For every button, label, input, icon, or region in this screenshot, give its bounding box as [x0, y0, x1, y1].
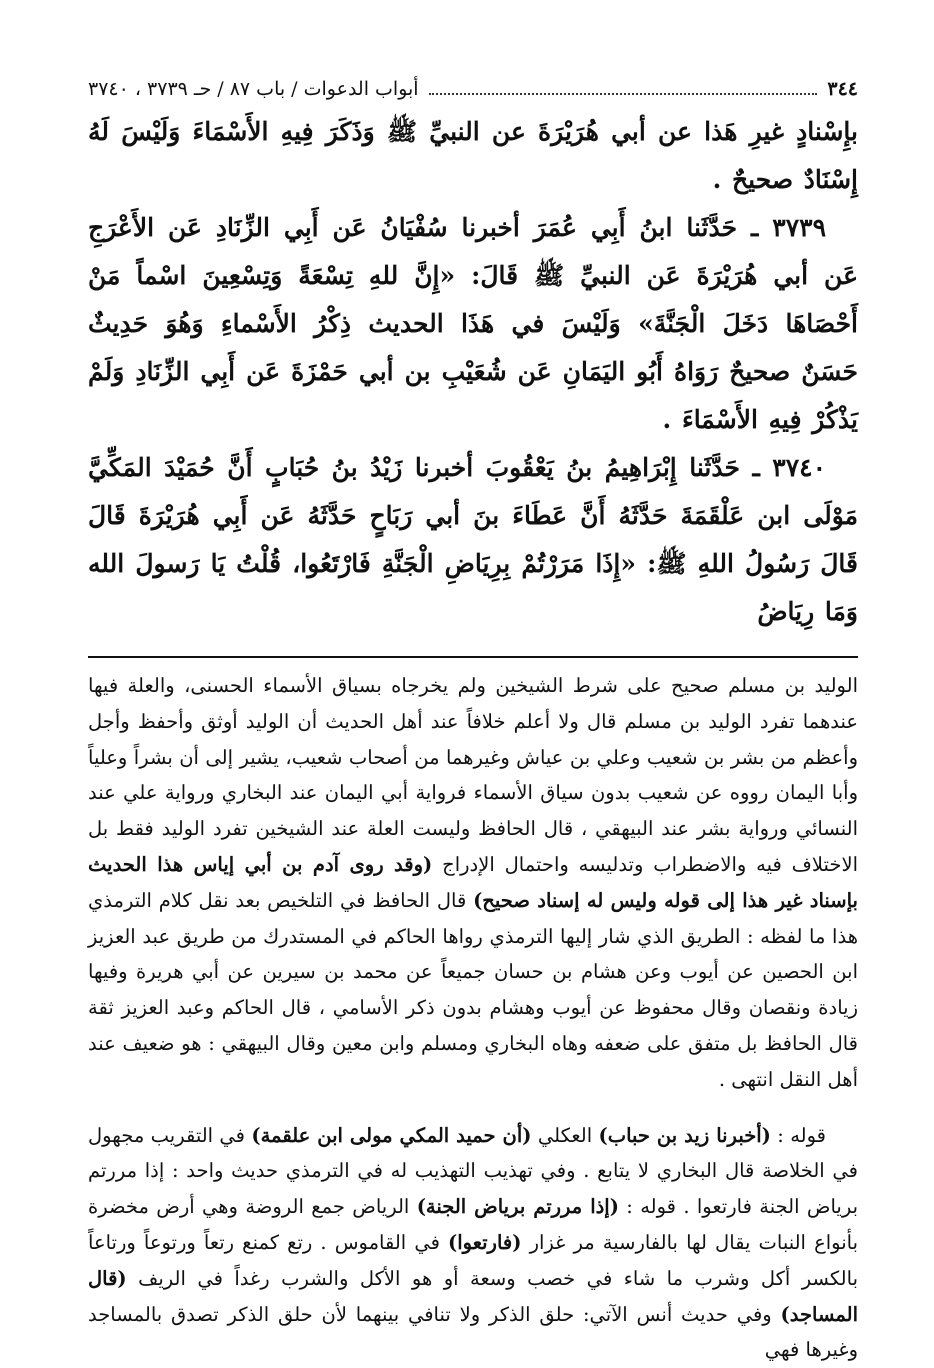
- commentary-text: وفي حديث أنس الآتي: حلق الذكر ولا تنافي بينهما لأن حلق الذكر تصدق بالمساجد وغيرها فهي: [88, 1302, 858, 1362]
- commentary-text: قال الحافظ في التلخيص بعد نقل كلام الترمذي هذا ما لفظه : الطريق الذي شار إليها الترمذي رواها الحاكم في المستدرك من طريق عبد العزيز ابن الحصين عن أيوب وعن هشام بن حسان جميعاً عن محمد بن سيرين عن أبي هريرة وفيها زيادة ونقصان وقال محفوظ عن أيوب وهشام بدون ذكر الأسامي ، قال الحاكم وعبد العزيز ثقة قال الحافظ بل متفق على ضعفه وهاه البخاري ومسلم وابن معين وقال البيهقي : هو ضعيف عند أهل النقل انتهى .: [88, 888, 858, 1091]
- quoted-matn: (وقد روى آدم بن أبي إياس هذا الحديث بإسناد غير هذا إلى قوله وليس له إسناد صحيح): [88, 852, 858, 912]
- commentary-paragraph-2: [88, 1118, 858, 1368]
- running-header: [88, 74, 858, 108]
- quoted-matn: (أخبرنا زيد بن حباب): [598, 1123, 771, 1147]
- quoted-matn: (قال المساجد): [88, 1266, 858, 1326]
- hadith-3739: ٣٧٣٩ ـ حَدَّثَنا ابنُ أَبِي عُمَرَ أخبرنا سُفْيَانُ عَن أَبِي الزِّنَادِ عَن الأَعْرَجِ عَن أبي هُرَيْرَةَ عَن النبيِّ ﷺ قَالَ: «إِنَّ للهِ تِسْعَةً وَتِسْعِينَ اسْماً مَنْ أَحْصَاهَا دَخَلَ الْجَنَّةَ» وَلَيْسَ في هَذَا الحديث ذِكْرُ الأَسْماءِ وَهُوَ حَدِيثٌ حَسَنٌ صحيحٌ رَوَاهُ أَبُو اليَمَانِ عَن شُعَيْبِ بن أبي حَمْزَةَ عَن أَبِي الزِّنَادِ وَلَمْ يَذْكُرْ فِيهِ الأَسْمَاءَ .: [88, 213, 858, 434]
- commentary-text: قوله :: [770, 1123, 826, 1147]
- page-number: ٣٤٤: [827, 78, 858, 100]
- dot-leader: [429, 93, 818, 95]
- quoted-matn: (إذا مررتم برياض الجنة): [416, 1195, 619, 1219]
- book-page: [88, 74, 859, 1362]
- commentary-text: في القاموس . رتع كمنع رتعاً ورتوعاً ورتاعاً بالكسر أكل وشرب ما شاء في خصب وسعة أو هو الأكل والشرب رغداً في الريف: [88, 1230, 858, 1290]
- hadith-3740: ٣٧٤٠ ـ حَدَّثَنا إِبْرَاهِيمُ بنُ يَعْقُوبَ أخبرنا زَيْدُ بنُ حُبَابٍ أَنَّ حُمَيْدَ المَكِّيَّ مَوْلَى ابن عَلْقَمَةَ حَدَّثَهُ أَنَّ عَطَاءَ بنَ أبي رَبَاحٍ حَدَّثَهُ عَن أَبِي هُرَيْرَةَ قَالَ قَالَ رَسُولُ اللهِ ﷺ: «إِذَا مَرَرْتُمْ بِرِيَاضِ الْجَنَّةِ فَارْتَعُوا، قُلْتُ يَا رَسولَ الله وَمَا رِيَاضُ: [88, 453, 858, 626]
- commentary-paragraph-1: [88, 668, 858, 1098]
- main-text: [88, 108, 858, 636]
- quoted-matn: (فارتعوا): [448, 1230, 522, 1254]
- commentary: [88, 668, 858, 1368]
- commentary-text: العكلي: [531, 1123, 599, 1147]
- footnote-divider: [88, 656, 858, 658]
- commentary-text: الرياض جمع الروضة وهي أرض مخضرة بأنواع النبات يقال لها بالفارسية مر غزار: [88, 1195, 858, 1254]
- running-title: أبواب الدعوات / باب ٨٧ / حـ ٣٧٣٩ ، ٣٧٤٠: [88, 78, 419, 100]
- main-paragraph-continuation: بإِسْنادٍ غيرِ هَذا عن أبي هُرَيْرَةَ عن النبيِّ ﷺ وَذَكَرَ فِيهِ الأَسْمَاءَ وَلَيْسَ لَهُ إِسْنَادٌ صحيحٌ .: [88, 117, 858, 194]
- commentary-text: في التقريب مجهول في الخلاصة قال البخاري لا يتابع . وفي تهذيب التهذيب له في الترمذي حديث واحد : إذا مررتم برياض الجنة فارتعوا . قوله :: [88, 1123, 859, 1219]
- quoted-matn: (أن حميد المكي مولى ابن علقمة): [251, 1123, 532, 1147]
- commentary-text: الوليد بن مسلم صحيح على شرط الشيخين ولم يخرجاه بسياق الأسماء الحسنى، والعلة فيها عندهما تفرد الوليد بن مسلم قال ولا أعلم خلافاً عند أهل الحديث أن الوليد أوثق وأحفظ وأجل وأعظم من بشر بن شعيب وعلي بن عياش وغيرهما من أصحاب شعيب، يشير إلى أن بشراً وعلياً وأبا اليمان رووه عن شعيب بدون سياق الأسماء فرواية أبي اليمان عند البخاري ورواية علي عند النسائي ورواية بشر عند البيهقي ، قال الحافظ وليست العلة عند الشيخين تفرد الوليد فقط بل الاختلاف فيه والاضطراب وتدليسه واحتمال الإدراج: [88, 674, 858, 876]
